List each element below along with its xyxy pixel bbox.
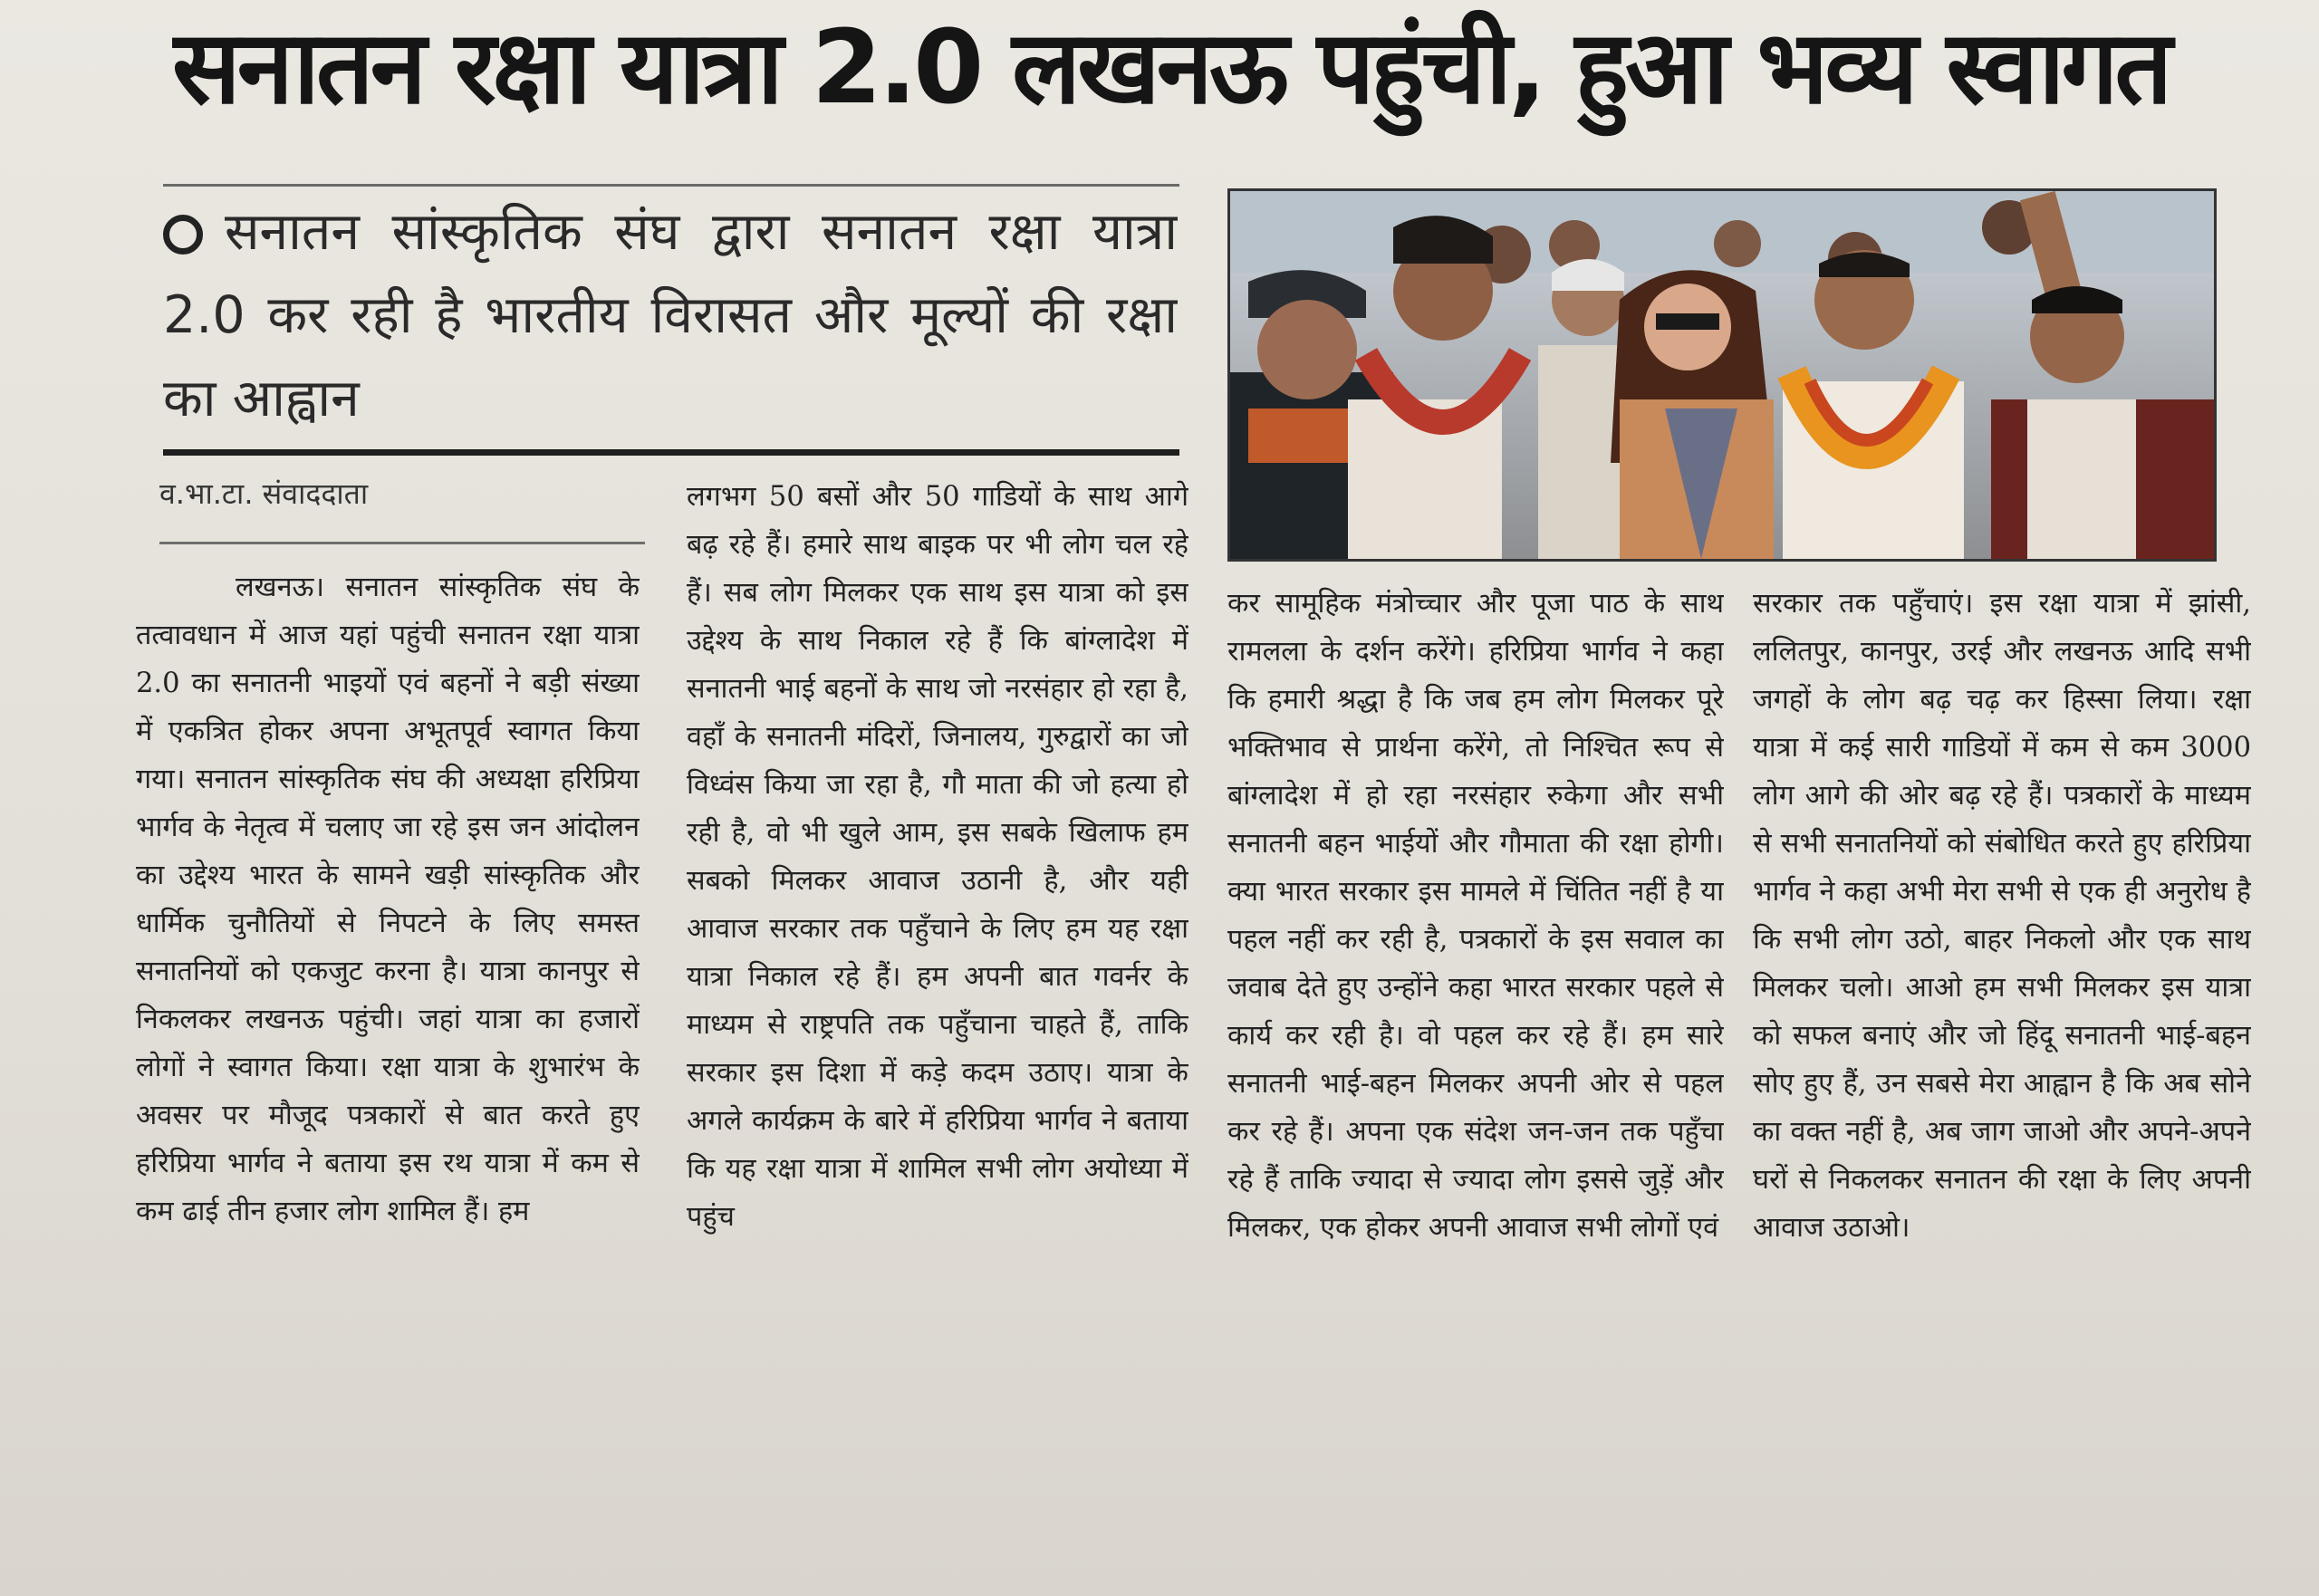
byline: व.भा.टा. संवाददाता — [159, 476, 369, 511]
top-rule — [163, 184, 1179, 187]
bullet-circle-icon — [163, 215, 203, 255]
subheadline: सनातन सांस्कृतिक संघ द्वारा सनातन रक्षा यात्रा 2.0 कर रही है भारतीय विरासत और मूल्यों की रक्षा का आह्वान — [163, 202, 1178, 428]
article-column-2: लगभग 50 बसों और 50 गाडियों के साथ आगे बढ़ रहे हैं। हमारे साथ बाइक पर भी लोग चल रहे हैं। सब लोग मिलकर एक साथ इस यात्रा को इस उद्देश्य के साथ निकाल रहे हैं कि बांग्लादेश में सनातनी भाई बहनों के साथ जो नरसंहार हो रहा है, वहाँ के सनातनी मंदिरों, जिनालय, गुरुद्वारों का जो विध्वंस किया जा रहा है, गौ माता की जो हत्या हो रही है, वो भी खुले आम, इस सबके खिलाफ हम सबको मिलकर आवाज उठानी है, और यही आवाज सरकार तक पहुँचाने के लिए हम यह रक्षा यात्रा निकाल रहे हैं। हम अपनी बात गवर्नर के माध्यम से राष्ट्रपति तक पहुँचाना चाहते हैं, ताकि सरकार इस दिशा में कड़े कदम उठाए। यात्रा के अगले कार्यक्रम के बारे में हरिप्रिया भार्गव ने बताया कि यह रक्षा यात्रा में शामिल सभी लोग अयोध्या में पहुंच — [687, 481, 1188, 1233]
subheadline-block — [163, 190, 1178, 435]
article-column-4: सरकार तक पहुँचाएं। इस रक्षा यात्रा में झांसी, ललितपुर, कानपुर, उरई और लखनऊ आदि सभी जगहों के लोग बढ़ चढ़ कर हिस्सा लिया। रक्षा यात्रा में कई सारी गाडियों में कम से कम 3000 लोग आगे की ओर बढ़ रहे हैं। पत्रकारों के माध्यम से सभी सनातनियों को संबोधित करते हुए हरिप्रिया भार्गव ने कहा अभी मेरा सभी से एक ही अनुरोध है कि सभी लोग उठो, बाहर निकलो और एक साथ मिलकर चलो। आओ हम सभी मिलकर इस यात्रा को सफल बनाएं और जो हिंदू सनातनी भाई-बहन सोए हुए हैं, उन सबसे मेरा आह्वान है कि अब सोने का वक्त नहीं है, अब जाग जाओ और अपने-अपने घरों से निकलकर सनातन की रक्षा के लिए अपनी आवाज उठाओ। — [1753, 588, 2251, 1244]
thick-divider — [163, 449, 1179, 456]
byline-rule — [159, 542, 645, 544]
article-column-3: कर सामूहिक मंत्रोच्चार और पूजा पाठ के साथ रामलला के दर्शन करेंगे। हरिप्रिया भार्गव ने कहा कि हमारी श्रद्धा है कि जब हम लोग मिलकर पूरे भक्तिभाव से प्रार्थना करेंगे, तो निश्चित रूप से बांग्लादेश में हो रहा नरसंहार रुकेगा और सभी सनातनी बहन भाईयों और गौमाता की रक्षा होगी। क्या भारत सरकार इस मामले में चिंतित नहीं है या पहल नहीं कर रही है, पत्रकारों के इस सवाल का जवाब देते हुए उन्होंने कहा भारत सरकार पहले से कार्य कर रही है। वो पहल कर रहे हैं। हम सारे सनातनी भाई-बहन मिलकर अपनी ओर से पहल कर रहे हैं। अपना एक संदेश जन-जन तक पहुँचा रहे हैं ताकि ज्यादा से ज्यादा लोग इससे जुड़ें और मिलकर, एक होकर अपनी आवाज सभी लोगों एवं — [1227, 588, 1724, 1244]
news-photo — [1227, 188, 2217, 562]
group-photo-icon — [1230, 191, 2214, 559]
headline: सनातन रक्षा यात्रा 2.0 लखनऊ पहुंची, हुआ भव्य स्वागत — [172, 9, 2170, 127]
article-column-1: लखनऊ। सनातन सांस्कृतिक संघ के तत्वावधान में आज यहां पहुंची सनातन रक्षा यात्रा 2.0 का सनातनी भाइयों एवं बहनों ने बड़ी संख्या में एकत्रित होकर अपना अभूतपूर्व स्वागत किया गया। सनातन सांस्कृतिक संघ की अध्यक्षा हरिप्रिया भार्गव के नेतृत्व में चलाए जा रहे इस जन आंदोलन का उद्देश्य भारत के सामने खड़ी सांस्कृतिक और धार्मिक चुनौतियों से निपटने के लिए समस्त सनातनियों को एकजुट करना है। यात्रा कानपुर से निकलकर लखनऊ पहुंची। जहां यात्रा का हजारों लोगों ने स्वागत किया। रक्षा यात्रा के शुभारंभ के अवसर पर मौजूद पत्रकारों से बात करते हुए हरिप्रिया भार्गव ने बताया इस रथ यात्रा में कम से कम ढाई तीन हजार लोग शामिल हैं। हम — [136, 572, 640, 1227]
